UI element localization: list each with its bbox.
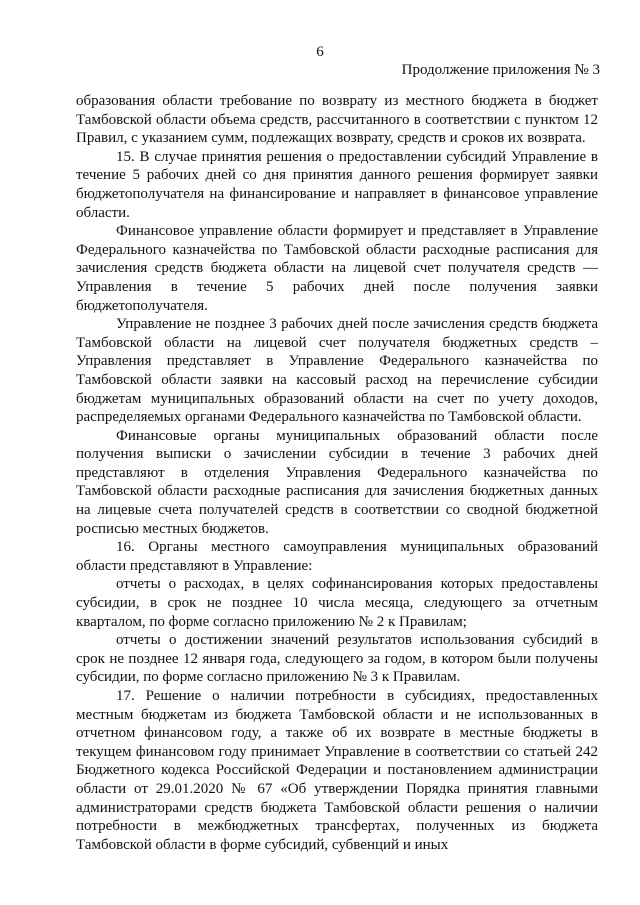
paragraph: Управление не позднее 3 рабочих дней после зачисления средств бюджета Тамбовской области на лицевой счет получателя бюджетных средств – Управления представляет в Управление Федерального казначейства по Тамбовской области заявки на кассовый расход на перечисление субсидии бюджетам муниципальных образований области на счет по учету доходов, распределяемых органами Федерального казначейства по Тамбовской области. (76, 316, 598, 426)
document-body (76, 92, 598, 854)
paragraph: Финансовые органы муниципальных образований области после получения выписки о зачислении субсидии в течение 3 рабочих дней представляют в отделения Управления Федерального казначейства по Тамбовской области расходные расписания для зачисления бюджетных данных на лицевые счета получателей средств в соответствии со сводной бюджетной росписью местных бюджетов. (76, 427, 598, 537)
paragraph: Финансовое управление области формирует и представляет в Управление Федерального казначейства по Тамбовской области расходные расписания для зачисления средств бюджета области на лицевой счет получателя средств — Управления в течение 5 рабочих дней после получения заявки бюджетополучателя. (76, 223, 598, 314)
page-number: 6 (316, 44, 324, 60)
paragraph: отчеты о расходах, в целях софинансирования которых предоставлены субсидии, в срок не позднее 10 числа месяца, следующего за отчетным кварталом, по форме согласно приложению № 2 к Правилам; (76, 576, 598, 630)
paragraph-clause-16: 16. Органы местного самоуправления муниципальных образований области представляют в Управление: (76, 539, 598, 574)
paragraph: образования области требование по возврату из местного бюджета в бюджет Тамбовской области объема средств, рассчитанного в соответствии с пунктом 12 Правил, с указанием сумм, подлежащих возврату, средств и сроков их возврата. (76, 93, 598, 147)
paragraph-clause-17: 17. Решение о наличии потребности в субсидиях, предоставленных местным бюджетам из бюджета Тамбовской области и не использованных в отчетном финансовом году, а также об их возврате в местные бюджеты в текущем финансовом году принимает Управление в соответствии со статьей 242 Бюджетного кодекса Российской Федерации и постановлением администрации области от 29.01.2020 № 67 «Об утверждении Порядка принятия главными администраторами средств бюджета Тамбовской области решения о наличии потребности в межбюджетных трансфертах, полученных из бюджета Тамбовской области в форме субсидий, субвенций и иных (76, 688, 598, 853)
paragraph: отчеты о достижении значений результатов использования субсидий в срок не позднее 12 января года, следующего за годом, в котором были получены субсидии, по форме согласно приложению № 3 к Правилам. (76, 632, 598, 686)
paragraph-clause-15: 15. В случае принятия решения о предоставлении субсидий Управление в течение 5 рабочих дней со дня принятия данного решения формирует заявки бюджетополучателя на финансирование и направляет в финансовое управление области. (76, 148, 598, 221)
appendix-continuation-label: Продолжение приложения № 3 (401, 62, 600, 78)
